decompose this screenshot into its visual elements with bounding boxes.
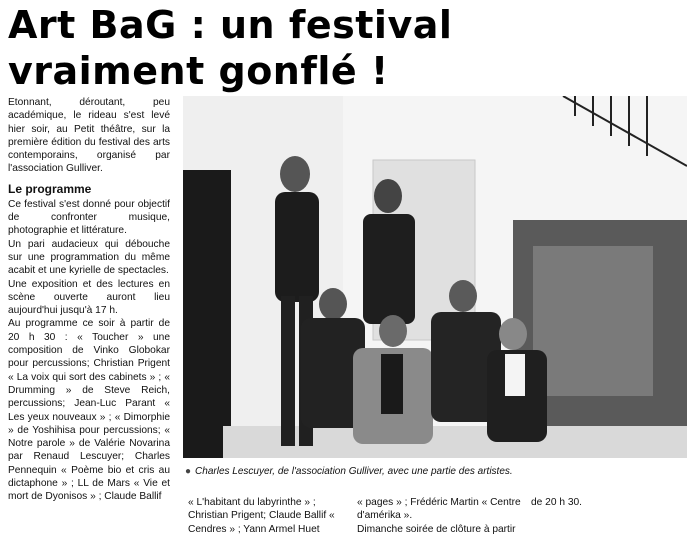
intro-paragraph: Etonnant, déroutant, peu académique, le rideau s'est levé hier soir, au Petit théâtre, sur la première édition du festival des arts contemporains, organisé par l'association Gulliver. [8, 97, 170, 175]
bottom-column-1-text: « L'habitant du labyrinthe » ; Christian Prigent; Claude Ballif « Cendres » ; Yann Armel Huet [188, 497, 335, 535]
caption-text: Charles Lescuyer, de l'association Gulliver, avec une partie des artistes. [195, 466, 513, 477]
caption-bullet: ● [185, 466, 192, 477]
group-photo [183, 96, 687, 458]
program-paragraph-3: Une exposition et des lectures en scène ouverte auront lieu aujourd'hui jusqu'à 17 h. [8, 278, 170, 317]
program-paragraph-4: Au programme ce soir à partir de 20 h 30 : « Toucher » une composition de Vinko Globokar pour percussions; Christian Prigent « La voix qui sort des cabinets » ; « Drumming » de Steve Reich, percussions; Jean-Luc Parant « Les yeux nouveaux » ; « Dimorphie » de Yoshihisa pour percussions; « Notre parole » de Valérie Novarina par Renaud Lescuyer; Charles Pennequin « Poème bio et cris au dictaphone » ; LL de Mars « Vie et mort de Dyonisos » ; Claude Ballif [8, 318, 170, 503]
bottom-column-2-line-2: Dimanche soirée de clôture à partir [357, 523, 516, 535]
headline [8, 2, 698, 94]
bottom-column-2 [357, 496, 522, 536]
program-paragraph-2: Un pari audacieux qui débouche sur une programmation du même acabit et une kyrielle de spectacles. [8, 238, 170, 277]
bottom-column-2-line-1: « pages » ; Frédéric Martin « Centre d'amérika ». [357, 497, 521, 522]
program-paragraph-1: Ce festival s'est donné pour objectif de confronter musique, photographie et littérature. [8, 198, 170, 237]
section-heading: Le programme [8, 181, 92, 196]
bottom-column-3 [531, 496, 631, 509]
photo-caption [185, 465, 695, 478]
headline-line-2: vraiment gonflé ! [8, 49, 389, 93]
headline-line-1: Art BaG : un festival [8, 3, 453, 47]
article-left-column [8, 96, 170, 504]
bottom-column-3-text: de 20 h 30. [531, 497, 582, 508]
bottom-column-1 [188, 496, 350, 536]
